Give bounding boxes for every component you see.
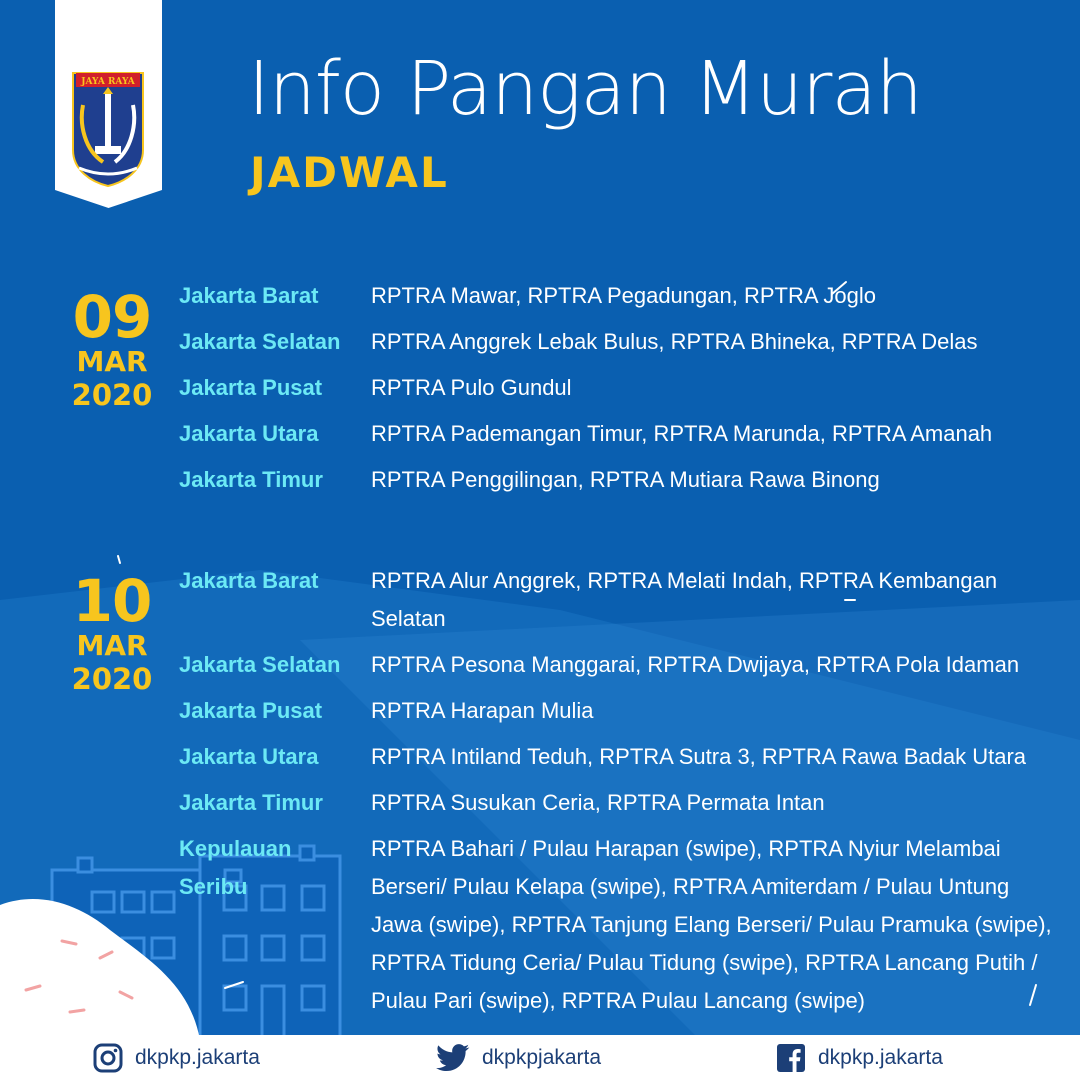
social-twitter[interactable]: [436, 1043, 601, 1073]
region-label: Jakarta Utara: [179, 421, 319, 446]
region-label: Kepulauan Seribu: [179, 836, 292, 899]
location-list: RPTRA Pulo Gundul: [371, 375, 572, 400]
twitter-handle: dkpkpjakarta: [482, 1046, 602, 1069]
facebook-icon: [776, 1043, 806, 1073]
date-day: 10: [72, 567, 152, 635]
date-month: MAR: [76, 345, 148, 378]
facebook-handle: dkpkp.jakarta: [818, 1046, 943, 1069]
region-label: Jakarta Barat: [179, 568, 319, 593]
jakarta-crest-badge: [55, 0, 162, 208]
page-subtitle: JADWAL: [250, 148, 449, 197]
location-list: RPTRA Pesona Manggarai, RPTRA Dwijaya, RPTRA Pola Idaman: [371, 652, 1020, 677]
social-instagram[interactable]: [93, 1043, 260, 1073]
instagram-icon: [93, 1043, 123, 1073]
location-list: RPTRA Intiland Teduh, RPTRA Sutra 3, RPTRA Rawa Badak Utara: [371, 744, 1027, 769]
location-list: RPTRA Bahari / Pulau Harapan (swipe), RPTRA Nyiur Melambai Berseri/ Pulau Kelapa (swipe), RPTRA Amiterdam / Pulau Untung Jawa (swipe), RPTRA Tanjung Elang Berseri/ Pulau Pramuka (swipe), RPTRA Tidung Ceria/ Pulau Tidung (swipe), RPTRA Lancang Putih / Pulau Pari (swipe), RPTRA Pulau Lancang (swipe): [371, 836, 1052, 1013]
region-label: Jakarta Selatan: [179, 329, 341, 354]
location-list: RPTRA Susukan Ceria, RPTRA Permata Intan: [371, 790, 825, 815]
location-list: RPTRA Mawar, RPTRA Pegadungan, RPTRA Joglo: [371, 283, 877, 308]
instagram-handle: dkpkp.jakarta: [135, 1046, 260, 1069]
social-facebook[interactable]: [776, 1043, 943, 1073]
twitter-icon: [436, 1044, 470, 1072]
location-list: RPTRA Anggrek Lebak Bulus, RPTRA Bhineka, RPTRA Delas: [371, 329, 978, 354]
date-year: 2020: [71, 378, 153, 412]
date-year: 2020: [71, 662, 153, 696]
page-title: Info Pangan Murah: [248, 46, 922, 132]
location-list: RPTRA Pademangan Timur, RPTRA Marunda, RPTRA Amanah: [371, 421, 993, 446]
schedule-date: [57, 567, 167, 696]
schedule-date: [57, 283, 167, 412]
region-label: Jakarta Timur: [179, 467, 323, 492]
region-label: Jakarta Timur: [179, 790, 323, 815]
location-list: RPTRA Harapan Mulia: [371, 698, 594, 723]
region-label: Jakarta Barat: [179, 283, 319, 308]
region-label: Jakarta Pusat: [179, 698, 323, 723]
location-list: RPTRA Alur Anggrek, RPTRA Melati Indah, RPTRA Kembangan Selatan: [371, 568, 998, 631]
region-label: Jakarta Pusat: [179, 375, 323, 400]
date-day: 09: [72, 283, 152, 351]
region-label: Jakarta Selatan: [179, 652, 341, 677]
location-list: RPTRA Penggilingan, RPTRA Mutiara Rawa Binong: [371, 467, 880, 492]
crest-motto: JAYA RAYA: [81, 77, 135, 87]
date-month: MAR: [76, 629, 148, 662]
region-label: Jakarta Utara: [179, 744, 319, 769]
